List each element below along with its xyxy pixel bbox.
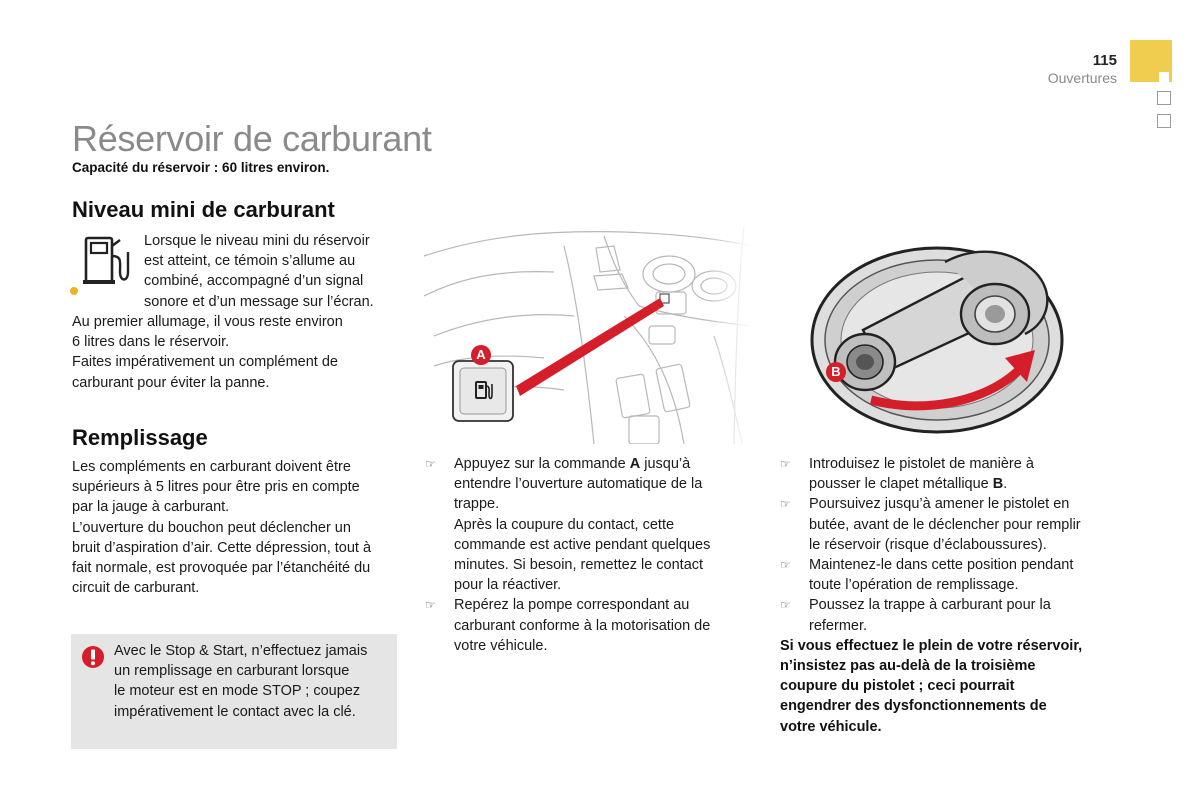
capacity-note: Capacité du réservoir : 60 litres environ. [72,160,330,175]
step-bold-ref: B [992,476,1004,493]
step-text: jusqu’à [640,456,691,472]
text-line: 6 litres dans le réservoir. [72,334,230,351]
step-item [780,555,1120,595]
step-item [780,595,1120,635]
step-text: Appuyez sur la commande [454,456,630,472]
step-text: . [1003,476,1008,493]
text-line: Introduisez le pistolet de manière à [809,456,1034,472]
fuel-pump-icon [80,232,136,288]
text-line: engendrer des dysfonctionnements de [780,698,1047,715]
text-line: Au premier allumage, il vous reste environ [72,314,343,330]
niveau-heading: Niveau mini de carburant [72,197,335,222]
text-line: votre véhicule. [780,718,882,735]
text-line: impérativement le contact avec la clé. [114,703,356,720]
text-line: n’insistez pas au-delà de la troisième [780,658,1036,675]
text-line: Maintenez-le dans cette position pendant [809,557,1074,574]
label-a-badge [470,344,492,366]
step-item [425,595,755,656]
text-line [809,474,1120,494]
pointing-hand-icon: ☞ [425,457,436,471]
step-item [780,454,1120,494]
remplissage-heading: Remplissage [72,425,208,450]
text-line: un remplissage en carburant lorsque [114,663,350,680]
text-line: par la jauge à carburant. [72,499,230,516]
step-bold-ref: A [629,456,641,472]
text-line: le moteur est en mode STOP ; coupez [114,683,361,700]
text-line: Après la coupure du contact, cette [454,516,675,533]
text-line: le réservoir (risque d’éclaboussures). [809,536,1047,553]
text-line: combiné, accompagné d’un signal [144,273,364,290]
text-line: Poussez la trappe à carburant pour la [809,597,1051,614]
step-item [425,454,755,595]
step-item [780,494,1120,555]
right-steps [780,454,1120,737]
chapter-tab-marker [1159,72,1169,82]
text-line: pour la réactiver. [454,577,562,594]
pointing-hand-icon: ☞ [425,598,436,613]
text-line: votre véhicule. [454,637,548,654]
text-line: minutes. Si besoin, remettez le contact [454,557,704,574]
text-line: commande est active pendant quelques [454,536,711,553]
pointing-hand-icon: ☞ [780,558,791,573]
pointing-hand-icon: ☞ [780,497,791,512]
text-line: carburant pour éviter la panne. [72,374,270,391]
text-line: Repérez la pompe correspondant au [454,597,690,614]
text-line: Les compléments en carburant doivent être [72,459,351,475]
command-a-inset [452,360,514,422]
text-line: Faites impérativement un complément de [72,354,338,371]
important-note [780,636,1120,737]
text-line: circuit de carburant. [72,580,200,597]
text-line: trappe. [454,496,500,513]
text-line: entendre l’ouverture automatique de la [454,476,703,493]
text-line: butée, avant de le déclencher pour remplir [809,516,1081,533]
section-name: Ouvertures [1047,70,1117,86]
text-line: Si vous effectuez le plein de votre réservoir, [780,637,1083,654]
label-b-badge [825,361,847,383]
warning-dot [70,287,78,295]
text-line: coupure du pistolet ; ceci pourrait [780,678,1015,695]
text-line: sonore et d’un message sur l’écran. [144,293,374,310]
pointing-hand-icon: ☞ [780,598,791,613]
page-title: Réservoir de carburant [72,118,432,159]
chapter-square [1157,91,1171,105]
middle-steps [425,454,755,656]
label-b: B [831,364,841,379]
text-line: Lorsque le niveau mini du réservoir [144,233,370,249]
chapter-square [1157,114,1171,128]
text-line: supérieurs à 5 litres pour être pris en compte [72,479,360,496]
text-line: refermer. [809,617,868,634]
page-number: 115 [1092,52,1117,69]
text-line: bruit d’aspiration d’air. Cette dépression, tout à [72,539,372,556]
text-line: toute l’opération de remplissage. [809,577,1019,594]
niveau-paragraph [72,312,402,393]
warning-text [114,641,390,722]
niveau-warning-text [144,231,404,312]
text-line: fait normale, est provoquée par l’étanchéité du [72,560,371,577]
text-line: est atteint, ce témoin s’allume au [144,253,356,270]
text-line: Avec le Stop & Start, n’effectuez jamais [114,643,368,659]
text-line: Poursuivez jusqu’à amener le pistolet en [809,496,1070,513]
label-a: A [476,347,486,362]
text-line: carburant conforme à la motorisation de [454,617,711,634]
remplissage-paragraph [72,457,402,598]
fuel-filler-illustration [805,242,1080,438]
exclamation-icon [81,645,105,669]
text-line: L’ouverture du bouchon peut déclencher un [72,519,351,536]
step-text: pousser le clapet métallique [809,476,993,493]
pointing-hand-icon: ☞ [780,457,791,471]
